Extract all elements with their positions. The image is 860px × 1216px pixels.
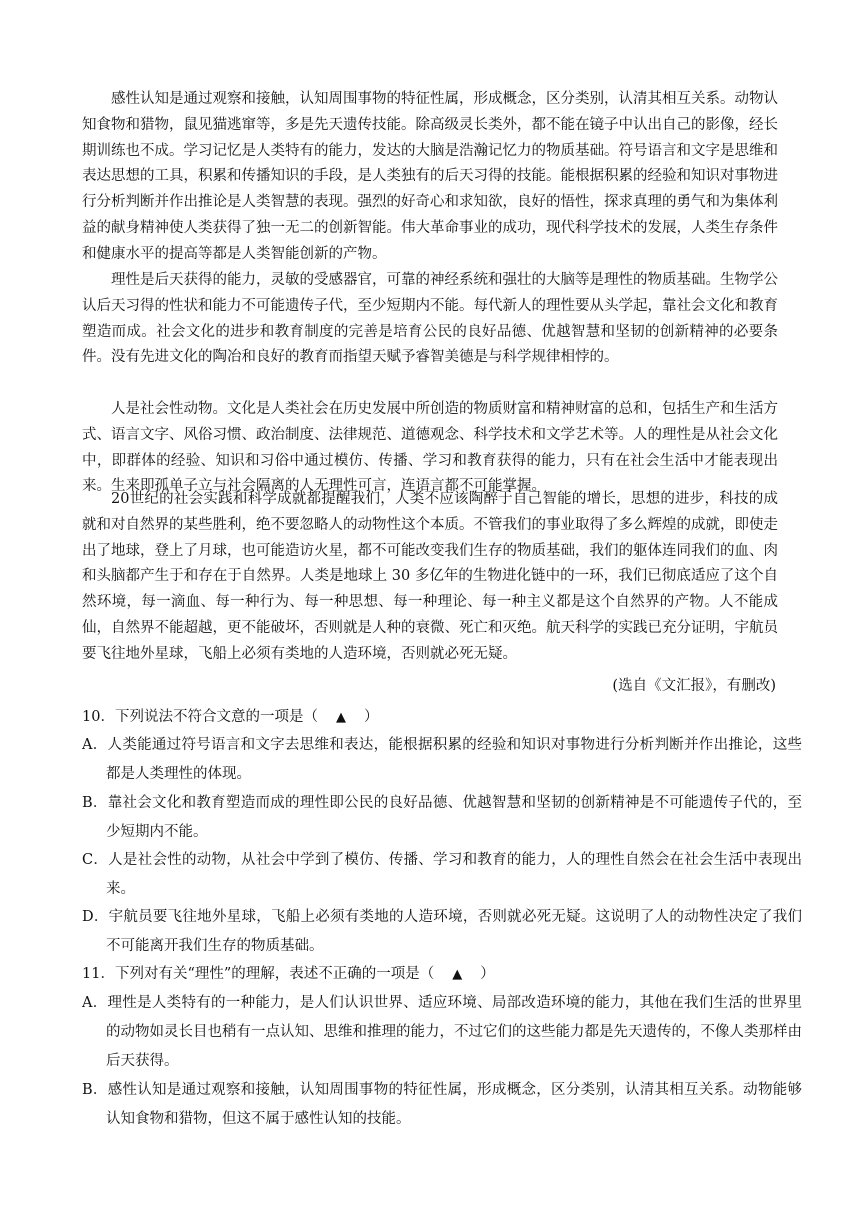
question-11-stem (82, 961, 778, 988)
answer-blank-triangle: ▲ (335, 710, 346, 725)
question-stem-text: 10．下列说法不符合文意的一项是（ (82, 709, 318, 725)
passage-paragraph-2: 理性是后天获得的能力，灵敏的受感器官，可靠的神经系统和强壮的大脑等是理性的物质基础。生物学公认后天习得的性状和能力不可能遗传子代，至少短期内不能。每代新人的理性要从头学起，靠社会文化和教育塑造而成。社会文化的进步和教育制度的完善是培育公民的良好品德、优越智慧和坚韧的创新精神的必要条件。没有先进文化的陶冶和良好的教育而指望天赋予睿智美德是与科学规律相悖的。 (82, 272, 778, 366)
question-10-stem (82, 704, 778, 731)
passage-paragraph-1: 感性认知是通过观察和接触，认知周围事物的特征性属，形成概念，区分类别，认清其相互关系。动物认知食物和猎物，鼠见猫逃窜等，多是先天遗传技能。除高级灵长类外，都不能在镜子中认出自己的影像，经长期训练也不成。学习记忆是人类特有的能力，发达的大脑是浩瀚记忆力的物质基础。符号语言和文字是思维和表达思想的工具，积累和传播知识的手段，是人类独有的后天习得的技能。能根据积累的经验和知识对事物进行分析判断并作出推论是人类智慧的表现。强烈的好奇心和求知欲，良好的悟性，探求真理的勇气和为集体利益的献身精神使人类获得了独一无二的创新智能。伟大革命事业的成功，现代科学技术的发展，人类生存条件和健康水平的提高等都是人类智能创新的产物。 (82, 91, 778, 262)
answer-blank-triangle: ▲ (452, 967, 463, 982)
question-stem-close: ） (480, 966, 495, 982)
question-10-option-d: D．宇航员要飞往地外星球，飞船上必须有类地的人造环境，否则就必死无疑。这说明了人的动物性决定了我们不可能离开我们生存的物质基础。 (82, 909, 802, 954)
question-11-option-a: A．理性是人类特有的一种能力，是人们认识世界、适应环境、局部改造环境的能力，其他在我们生活的世界里的动物如灵长目也稍有一点认知、思维和推理的能力，不过它们的这些能力都是先天遗传的，不像人类那样由后天获得。 (82, 995, 802, 1069)
question-11-option-b: B．感性认知是通过观察和接触，认知周围事物的特征性属，形成概念，区分类别，认清其相互关系。动物能够认知食物和猎物，但这不属于感性认知的技能。 (82, 1082, 802, 1127)
passage-paragraph-4: 20世纪的社会实践和科学成就都提醒我们，人类不应该陶醉于自己智能的增长，思想的进步，科技的成就和对自然界的某些胜利，绝不要忽略人的动物性这个本质。不管我们的事业取得了多么辉煌的成就，即使走出了地球，登上了月球，也可能造访火星，都不可能改变我们生存的物质基础，我们的躯体连同我们的血、肉和头脑都产生于和存在于自然界。人类是地球上 30 多亿年的生物进化链中的一环，我们已彻底适应了这个自然环境，每一滴血、每一种行为、每一种思想、每一种理论、每一种主义都是这个自然界的产物。人不能成仙，自然界不能超越，更不能破坏，否则就是人种的衰微、死亡和灭绝。航天科学的实践已充分证明，宇航员要飞往地外星球，飞船上必须有类地的人造环境，否则就必死无疑。 (82, 491, 778, 662)
question-10-option-b: B．靠社会文化和教育塑造而成的理性即公民的良好品德、优越智慧和坚韧的创新精神是不可能遗传子代的，至少短期内不能。 (82, 795, 802, 840)
question-10-option-a: A．人类能通过符号语言和文字去思维和表达，能根据积累的经验和知识对事物进行分析判断并作出推论，这些都是人类理性的体现。 (82, 737, 802, 782)
passage-source: (选自《文汇报》，有删改) (612, 678, 776, 694)
question-10-option-c: C．人是社会性的动物，从社会中学到了模仿、传播、学习和教育的能力，人的理性自然会在社会生活中表现出来。 (82, 852, 802, 897)
question-stem-text: 11．下列对有关“理性”的理解，表述不正确的一项是（ (82, 966, 435, 982)
question-stem-close: ） (363, 709, 379, 725)
passage-paragraph-3: 人是社会性动物。文化是人类社会在历史发展中所创造的物质财富和精神财富的总和，包括生产和生活方式、语言文字、风俗习惯、政治制度、法律规范、道德观念、科学技术和文学艺术等。人的理性是从社会文化中，即群体的经验、知识和习俗中通过模仿、传播、学习和教育获得的能力，只有在社会生活中才能表现出来。生来即孤单子立与社会隔离的人无理性可言，连语言都不可能掌握。 (82, 401, 778, 495)
